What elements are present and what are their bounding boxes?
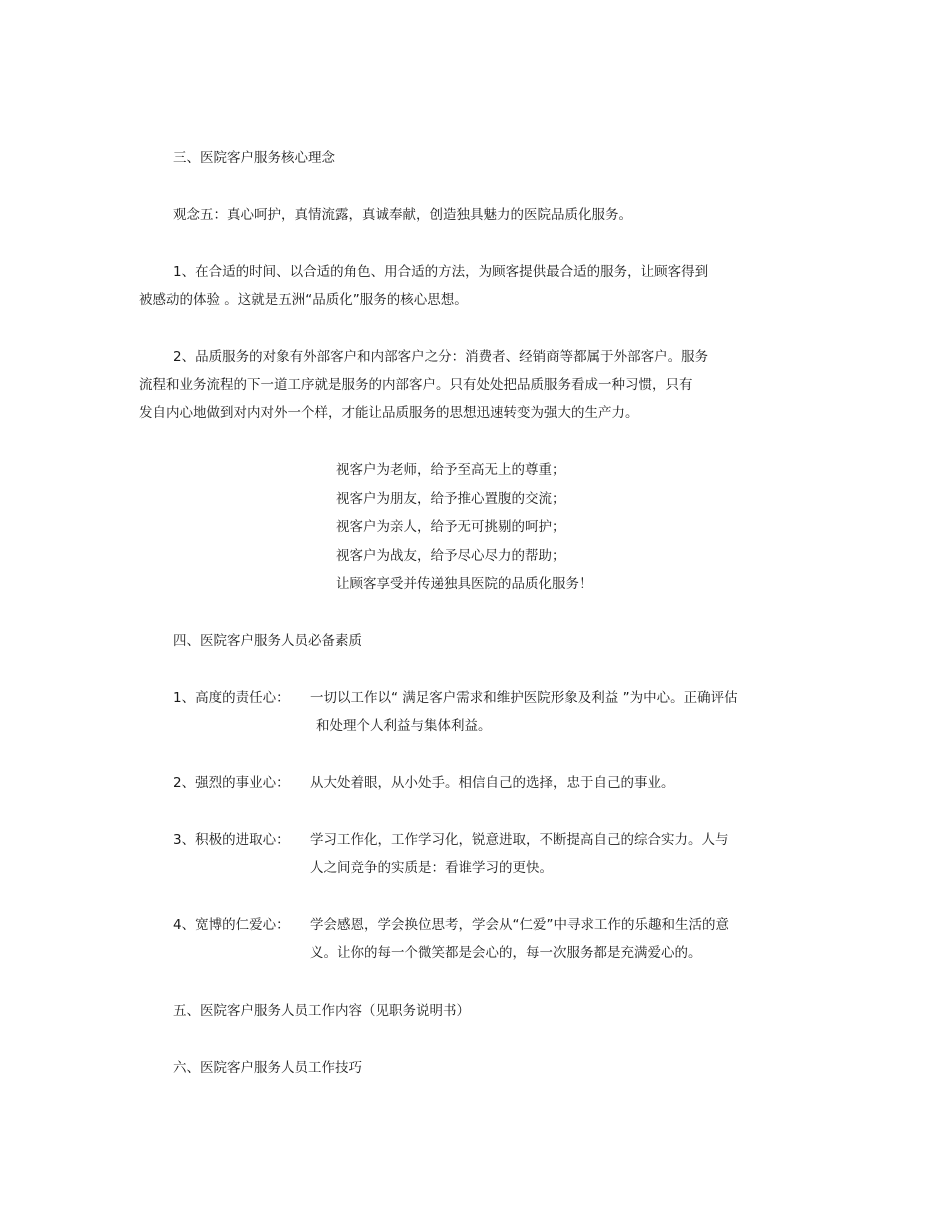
concept-five: 观念五：真心呵护，真情流露，真诚奉献，创造独具魅力的医院品质化服务。 <box>173 207 632 223</box>
quality-text-responsibility-line-1: 一切以工作以“ 满足客户需求和维护医院形象及利益 ”为中心。正确评估 <box>310 690 738 706</box>
paragraph-1-line-2: 被感动的体验 。这就是五洲“品质化”服务的核心思想。 <box>139 292 468 308</box>
paragraph-1-line-1: 1、在合适的时间、以合适的角色、用合适的方法，为顾客提供最合适的服务，让顾客得到 <box>173 264 709 280</box>
quality-text-progress-line-2: 人之间竞争的实质是：看谁学习的更快。 <box>310 860 553 876</box>
quality-text-benevolence-line-2: 义。让你的每一个微笑都是会心的，每一次服务都是充满爱心的。 <box>310 945 702 961</box>
motto-line: 视客户为战友，给予尽心尽力的帮助； <box>336 548 566 564</box>
section3-heading: 三、医院客户服务核心理念 <box>173 150 335 166</box>
quality-label-progress: 3、积极的进取心： <box>173 832 290 848</box>
motto-line: 视客户为亲人，给予无可挑剔的呵护； <box>336 519 566 535</box>
quality-text-benevolence-line-1: 学会感恩，学会换位思考，学会从“仁爱”中寻求工作的乐趣和生活的意 <box>310 917 729 933</box>
quality-label-career: 2、强烈的事业心： <box>173 775 290 791</box>
section4-heading: 四、医院客户服务人员必备素质 <box>173 633 362 649</box>
paragraph-2-line-2: 流程和业务流程的下一道工序就是服务的内部客户。只有处处把品质服务看成一种习惯，只有 <box>139 377 693 393</box>
motto-line: 视客户为老师，给予至高无上的尊重； <box>336 462 566 478</box>
paragraph-2-line-3: 发自内心地做到对内对外一个样，才能让品质服务的思想迅速转变为强大的生产力。 <box>139 405 639 421</box>
quality-label-responsibility: 1、高度的责任心： <box>173 690 290 706</box>
paragraph-2-line-1: 2、品质服务的对象有外部客户和内部客户之分：消费者、经销商等都属于外部客户。服务 <box>173 349 709 365</box>
quality-text-career-line-1: 从大处着眼，从小处手。相信自己的选择，忠于自己的事业。 <box>310 775 675 791</box>
quality-text-responsibility-line-2: 和处理个人利益与集体利益。 <box>316 718 492 734</box>
motto-line: 视客户为朋友，给予推心置腹的交流； <box>336 491 566 507</box>
motto-line: 让顾客享受并传递独具医院的品质化服务！ <box>336 576 593 592</box>
section6-heading: 六、医院客户服务人员工作技巧 <box>173 1060 362 1076</box>
quality-label-benevolence: 4、宽博的仁爱心： <box>173 917 290 933</box>
section5-heading: 五、医院客户服务人员工作内容（见职务说明书） <box>173 1003 470 1019</box>
quality-text-progress-line-1: 学习工作化，工作学习化，锐意进取，不断提高自己的综合实力。人与 <box>310 832 729 848</box>
